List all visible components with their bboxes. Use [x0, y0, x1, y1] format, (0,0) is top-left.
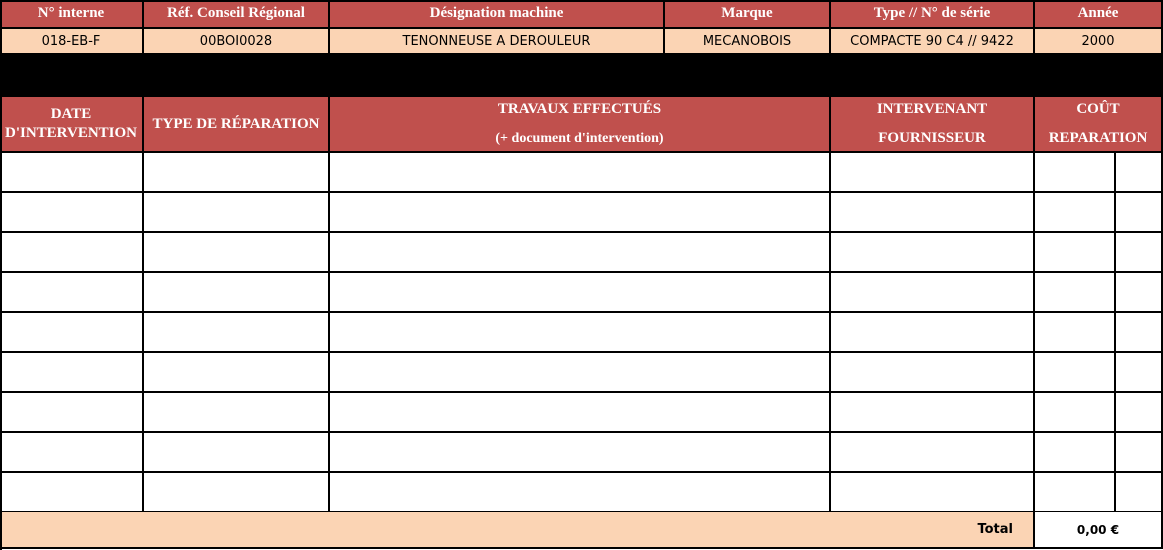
cell-intervenant[interactable]: [831, 153, 1035, 193]
cell-cout-extra[interactable]: [1116, 393, 1163, 433]
cell-travaux[interactable]: [330, 233, 831, 273]
cell-type[interactable]: [144, 433, 330, 473]
date-header-line1: DATE: [50, 106, 92, 122]
value-marque[interactable]: MECANOBOIS: [665, 29, 831, 55]
col-header-annee: Année: [1035, 0, 1163, 29]
cell-cout[interactable]: [1035, 393, 1116, 433]
cout-header-line2: REPARATION: [1048, 130, 1148, 146]
cell-type[interactable]: [144, 393, 330, 433]
cell-travaux[interactable]: [330, 313, 831, 353]
cell-type[interactable]: [144, 273, 330, 313]
table-top-border: [0, 0, 1163, 2]
date-header-line2: D'INTERVENTION: [5, 125, 137, 141]
col-header-intervenant: [831, 97, 1035, 153]
total-band: [0, 512, 1035, 549]
cell-cout-extra[interactable]: [1116, 193, 1163, 233]
cell-date[interactable]: [0, 473, 144, 513]
cout-header-line1: COÛT: [1076, 101, 1120, 117]
value-numero-interne[interactable]: 018-EB-F: [0, 29, 144, 55]
cell-travaux[interactable]: [330, 353, 831, 393]
cell-intervenant[interactable]: [831, 273, 1035, 313]
cell-type[interactable]: [144, 473, 330, 513]
cell-travaux[interactable]: [330, 393, 831, 433]
cell-type[interactable]: [144, 153, 330, 193]
separator-band: [0, 55, 1163, 97]
cell-travaux[interactable]: [330, 273, 831, 313]
cell-intervenant[interactable]: [831, 313, 1035, 353]
cell-travaux[interactable]: [330, 193, 831, 233]
cell-travaux[interactable]: [330, 153, 831, 193]
cell-cout[interactable]: [1035, 473, 1116, 513]
cell-date[interactable]: [0, 393, 144, 433]
col-header-marque: Marque: [665, 0, 831, 29]
cell-cout[interactable]: [1035, 313, 1116, 353]
col-header-numero-interne: N° interne: [0, 0, 144, 29]
travaux-header-line1: TRAVAUX EFFECTUÉS: [497, 101, 662, 117]
total-value[interactable]: 0,00 €: [1035, 512, 1163, 549]
cell-date[interactable]: [0, 233, 144, 273]
cell-cout-extra[interactable]: [1116, 473, 1163, 513]
cell-cout-extra[interactable]: [1116, 433, 1163, 473]
cell-date[interactable]: [0, 153, 144, 193]
col-header-ref-conseil: Réf. Conseil Régional: [144, 0, 330, 29]
cell-cout-extra[interactable]: [1116, 233, 1163, 273]
cell-intervenant[interactable]: [831, 473, 1035, 513]
value-designation[interactable]: TENONNEUSE A DEROULEUR: [330, 29, 665, 55]
cell-intervenant[interactable]: [831, 193, 1035, 233]
cell-intervenant[interactable]: [831, 393, 1035, 433]
travaux-header-line2: (+ document d'intervention): [495, 131, 664, 146]
value-ref-conseil[interactable]: 00BOI0028: [144, 29, 330, 55]
col-header-travaux: [330, 97, 831, 153]
cell-date[interactable]: [0, 313, 144, 353]
cell-intervenant[interactable]: [831, 353, 1035, 393]
cell-type[interactable]: [144, 233, 330, 273]
cell-cout[interactable]: [1035, 273, 1116, 313]
cell-date[interactable]: [0, 433, 144, 473]
col-header-date-intervention: [0, 97, 144, 153]
cell-cout-extra[interactable]: [1116, 313, 1163, 353]
col-header-designation: Désignation machine: [330, 0, 665, 29]
col-header-type-serie: Type // N° de série: [831, 0, 1035, 29]
col-header-type-reparation: TYPE DE RÉPARATION: [144, 97, 330, 153]
intervenant-header-line1: INTERVENANT: [876, 101, 988, 117]
cell-date[interactable]: [0, 193, 144, 233]
cell-intervenant[interactable]: [831, 433, 1035, 473]
cell-cout[interactable]: [1035, 353, 1116, 393]
value-type-serie[interactable]: COMPACTE 90 C4 // 9422: [831, 29, 1035, 55]
cell-cout[interactable]: [1035, 153, 1116, 193]
cell-date[interactable]: [0, 353, 144, 393]
cell-cout[interactable]: [1035, 433, 1116, 473]
total-label: Total: [977, 522, 1013, 537]
col-header-cout: [1035, 97, 1163, 153]
cell-cout[interactable]: [1035, 193, 1116, 233]
cell-travaux[interactable]: [330, 433, 831, 473]
cell-type[interactable]: [144, 353, 330, 393]
value-annee[interactable]: 2000: [1035, 29, 1163, 55]
cell-type[interactable]: [144, 193, 330, 233]
cell-cout-extra[interactable]: [1116, 353, 1163, 393]
cell-travaux[interactable]: [330, 473, 831, 513]
cell-type[interactable]: [144, 313, 330, 353]
cell-date[interactable]: [0, 273, 144, 313]
intervenant-header-line2: FOURNISSEUR: [878, 130, 986, 146]
cell-cout-extra[interactable]: [1116, 273, 1163, 313]
cell-cout[interactable]: [1035, 233, 1116, 273]
cell-intervenant[interactable]: [831, 233, 1035, 273]
table-left-border: [0, 0, 2, 550]
cell-cout-extra[interactable]: [1116, 153, 1163, 193]
